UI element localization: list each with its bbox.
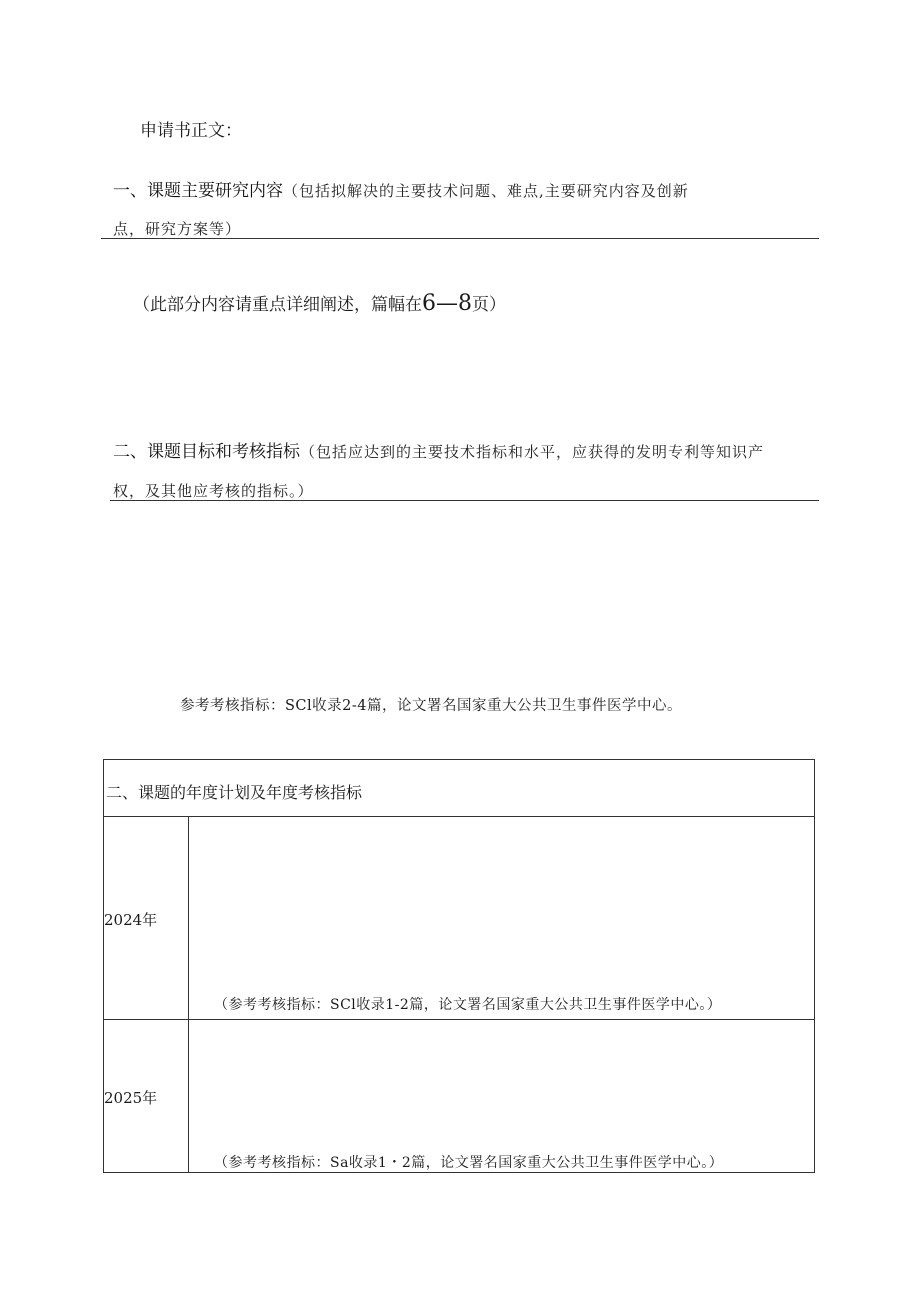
year-reference: （参考考核指标：SCl收录1-2篇，论文署名国家重大公共卫生事件医学中心。） — [214, 997, 722, 1013]
section1-title: 一、课题主要研究内容 — [113, 181, 283, 201]
section2-description-line2: 权，及其他应考核的指标。） — [113, 482, 314, 500]
table-header — [104, 760, 814, 817]
section2-heading — [113, 437, 764, 462]
length-note-range: 6—8 — [422, 291, 472, 316]
section1-description-line2: 点，研究方案等） — [113, 220, 242, 238]
section2-divider — [110, 500, 819, 501]
year-cell — [104, 817, 189, 1019]
year-reference: （参考考核指标：Sa收录1・2篇，论文署名国家重大公共卫生事件医学中心。） — [214, 1155, 724, 1171]
section1-description-line1: （包括拟解决的主要技术问题、难点,主要研究内容及创新 — [283, 182, 689, 200]
year-label: 2025年 — [104, 1089, 158, 1107]
reference-indicator: 参考考核指标：SCl收录2-4篇，论文署名国家重大公共卫生事件医学中心。 — [180, 698, 683, 714]
length-note-prefix: （此部分内容请重点详细阐述，篇幅在 — [133, 295, 422, 315]
section1-divider — [101, 238, 819, 239]
annual-plan-table — [103, 759, 815, 1173]
table-header-title: 二、课题的年度计划及年度考核指标 — [106, 783, 363, 802]
year-label: 2024年 — [104, 911, 158, 929]
intro-label: 申请书正文： — [140, 121, 242, 141]
section1-heading — [113, 176, 689, 201]
table-row — [104, 817, 814, 1020]
section2-description-line1: （包括应达到的主要技术指标和水平，应获得的发明专利等知识产 — [300, 443, 765, 461]
section2-title: 二、课题目标和考核指标 — [113, 442, 300, 462]
length-note — [133, 290, 506, 316]
table-row — [104, 1020, 814, 1173]
length-note-suffix: 页） — [472, 295, 506, 315]
year-cell — [104, 1020, 189, 1173]
